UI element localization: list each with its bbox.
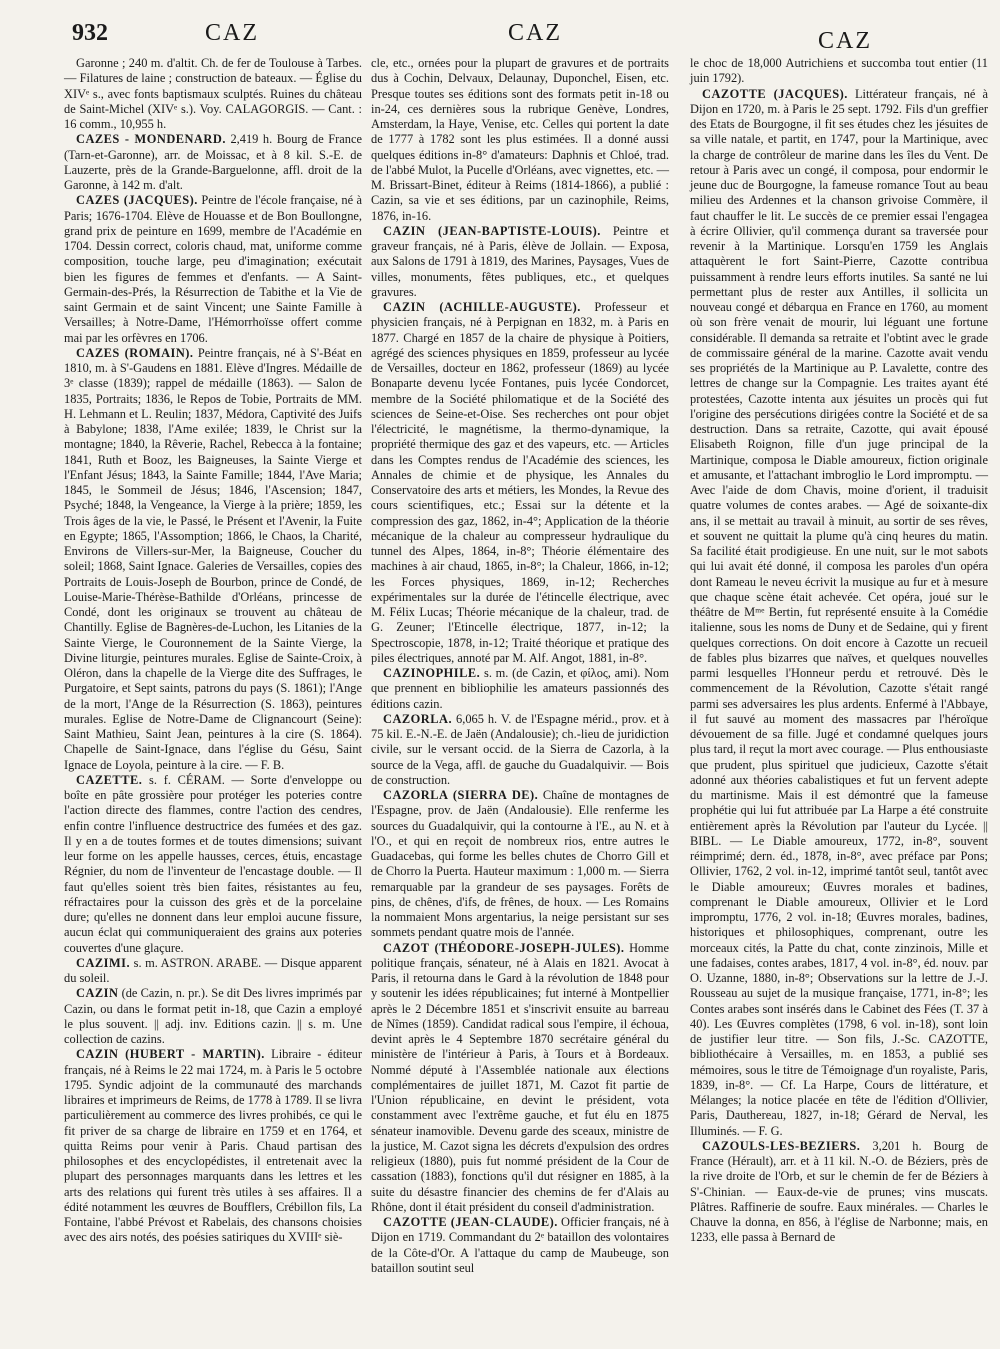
page-number: 932 [72,20,108,46]
entry-headword: CAZES (ROMAIN). [76,345,194,360]
entry-headword: CAZOT (THÉODORE-JOSEPH-JULES). [383,940,625,955]
dictionary-entry [64,346,362,773]
running-head-left: CAZ [205,20,259,46]
entry-text: Officier français, né à Dijon en 1719. Commandant du 2ᵉ bataillon des volontaires de la Côte-d'Or. A l'attaque du camp de Maubeuge, son bataillon soutint seul [371,1215,669,1275]
entry-text: Peintre français, né à S'-Béat en 1810, m. à S'-Gaudens en 1881. Elève d'Ingres. Médaille de 3ᵉ classe (1839); rappel de médaille (1863). — Salon de 1835, Portraits; 1836, le Repos de Tobie, Portraits de MM. H. Lehmann et L. Reulin; 1837, Médora, Captivité des Juifs à Babylone; 1838, l'Ame exilée; 1839, le Christ sur la montagne; 1840, la Rêverie, Rachel, Rebecca à la fontaine; 1841, Ruth et Booz, les Baigneuses, la Sainte Vierge et l'Enfant Jésus; 1843, la Sainte Famille; 1844, l'Ave Maria; 1845, le Sommeil de Jésus; 1846, l'Ascension; 1847, Psyché; 1848, la Vengeance, la Vierge à la prière; 1859, les Trois âges de la vie, le Passé, le Présent et l'Avenir, la Fuite en Egypte; 1865, l'Assomption; 1866, le Chaos, la Charité, Environs de Villers-sur-Mer, la Baigneuse, Coucher du soleil; 1868, Saint Ignace. Galeries de Versailles, copies des Portraits de Louis-Joseph de Bourbon, prince de Condé, de Louise-Marie-Thérèse-Bathilde d'Orléans, princesse de Condé, dont les originaux se trouvent au château de Chantilly. Eglise de Bagnères-de-Luchon, les Litanies de la Sainte Vierge, le Couronnement de la Sainte Vierge, la Divine liturgie, peintures murales. Eglise de Sainte-Croix, à Oléron, dans la chapelle de la Vierge dite des Suffrages, le Purgatoire, et Sept saints, patrons du pays (S. 1861); l'Ange de la mort, l'Ange de la Résurrection (S. 1863), peintures murales. Eglise de Notre-Dame de Clignancourt (Seine): Saint Mathieu, Saint Jean, peintures à la cire (S. 1864). Chapelle de Saint-Ignace, dans l'église du Gésu, Saint Ignace de Loyola, peinture à la cire. — F. B. [64,345,363,772]
entry-text: 2,419 h. Bourg de France (Tarn-et-Garonne), arr. de Moissac, et à 8 kil. S.-E. de Lauzerte, près de la Grande-Barguelonne, affl. droit de la Garonne, à 142 m. d'alt. [64,132,362,192]
entry-headword: CAZIMI. [76,955,131,970]
entry-headword: CAZIN (ACHILLE-AUGUSTE). [383,300,581,314]
dictionary-entry [371,224,669,300]
dictionary-entry [64,1047,362,1245]
entry-headword: CAZETTE. [76,772,143,787]
entry-headword: CAZORLA. [383,711,453,726]
entry-headword: CAZOTTE (JEAN-CLAUDE). [383,1215,558,1229]
entry-text: 6,065 h. V. de l'Espagne mérid., prov. et à 75 kil. E.-N.-E. de Jaën (Andalousie); ch.-lieu de juridiction civile, sur le versant occid. de la Sierra de Cazorla, à la source de la Vega, affl. de gauche du Guadalquivir. — Bois de construction. [371,711,669,787]
entry-text: Libraire - éditeur français, né à Reims le 22 mai 1724, m. à Paris le 5 octobre 1795. Syndic adjoint de la communauté des marchands libraires et imprimeurs de Reims, de 1778 à 1789. Il se livra particulièrement au commerce des livres prohibés, ce qui le fit priver de sa charge de libraire en 1759 et en 1764, et quitta Reims pour venir à Paris. Chaud partisan des philosophes et des encyclopédistes, il entretenait avec la plupart des personnages marquants dans les lettres et les arts des relations qui furent très utiles à ses affaires. Il a édité notamment les œuvres de Boufflers, Crébillon fils, La Fontaine, l'abbé Prévost et Rabelais, des chansons choisies avec des airs notés, des poésies satiriques du XVIIIᵉ siè- [64,1047,362,1245]
dictionary-entry [371,941,669,1216]
text-column-right [690,56,988,1246]
entry-headword: CAZIN [76,986,119,1001]
entry-text: le choc de 18,000 Autrichiens et succomba tout entier (11 juin 1792). [690,56,988,86]
text-column-middle [371,56,669,1276]
dictionary-entry [690,1139,988,1246]
entry-headword: CAZES - MONDENARD. [76,132,226,147]
entry-text: cle, etc., ornées pour la plupart de gravures et de portraits dus à Cochin, Delvaux, Delaunay, Duponchel, Eisen, etc. Presque toutes ses éditions sont des formats petit in-18 ou in-24, ces dernières sous la rubrique Genève, Londres, Amsterdam, la Haye, Venise, etc. Celles qui portent la date de 1777 à 1782 sont les plus estimées. Il a donné aussi quelques éditions in-8° d'amateurs: Daphnis et Chloé, trad. de l'abbé Mulot, la Pucelle d'Orléans, avec vignettes, etc. — M. Brissart-Binet, éditeur à Reims (1814-1866), a publié : Cazin, sa vie et ses éditions, par un cazinophile, Reims, 1876, in-16. [371,56,669,223]
entry-text: s. m. ASTRON. ARABE. — Disque apparent du soleil. [64,955,362,985]
dictionary-entry [371,56,669,224]
entry-headword: CAZOTTE (JACQUES). [702,86,848,101]
page-header [0,14,1000,54]
entry-text: s. f. CÉRAM. — Sorte d'enveloppe ou boîte en pâte grossière pour protéger les poteries contre l'action directe des flammes, contre l'action des cendres, enfin contre l'influence destructrice des fumées et des gaz. Il y en a de toutes formes et de toutes dimensions; suivant leur forme on les appelle hausses, cerces, étuis, encastage Régnier, du nom de l'inventeur de l'encastage double. — Il faut qu'elles soient très bien faites, résistantes au feu, réfractaires pour la cuisson des grès et de la porcelaine dure; qu'elles ne donnent dans leur emploi aucune fissure, aucun éclat qui communiqueraient des grains aux poteries couvertes d'une glaçure. [64,772,362,955]
entry-text: (de Cazin, n. pr.). Se dit Des livres imprimés par Cazin, ou dans le format petit in-18, que Cazin a employé le plus souvent. || adj. inv. Editions cazin. || s. m. Une collection de cazins. [64,986,362,1046]
entry-text: Littérateur français, né à Dijon en 1720, m. à Paris le 25 sept. 1792. Fils d'un greffier des Etats de Bourgogne, il fit ses études chez les jésuites de sa ville natale, et partit, en 1747, pour la Martinique, avec la charge de contrôleur de marine dans les îles du Vent. De retour à Paris avec un congé, il composa, pour endormir le jeune duc de Bourgogne, la fameuse romance Tout au beau milieu des Ardennes et la chanson grivoise Commère, il faut chauffer le lit. Le succès de ce premier essai l'engagea à écrire Ollivier, qu'il commença durant sa traversée pour revenir à la Martinique. Lorsqu'en 1759 les Anglais attaquèrent le fort Saint-Pierre, Cazotte contribua puissamment à rendre leurs efforts inutiles. Sa santé ne lui permettant plus de rester aux Antilles, il sollicita un nouveau congé et débarqua en France en 1760, au moment où son frère venait de mourir, lui léguant une fortune considérable. Il demanda sa retraite et l'obtint avec le grade de commissaire général de la marine. Cazotte avait vendu ses propriétés de la Martinique au P. Lavalette, contre des lettres de change sur la Compagnie. Les traites ayant été protestées, Cazotte intenta aux jésuites un procès qui fut l'origine des persécutions dirigées contre la Société et de sa destruction. Dans sa retraite, Cazotte, qui avait épousé Elisabeth Roignon, fille d'un juge principal de la Martinique, composa le Diable amoureux, fiction originale et amusante, et l'attachant imbroglio le Lord impromptu. — Avec l'aide de dom Chavis, moine d'orient, il traduisit quatre volumes de contes arabes. — Agé de soixante-dix ans, il se mettait au travail à minuit, au sortir de ses rêves, et souvent ne quittait la plume qu'à cinq heures du matin. Sa facilité était prodigieuse. En une nuit, sur le mot sabots qui lui avait été donné, il composa les paroles d'un opéra dont Rameau le neveu écrivit la musique au fur et à mesure que chaque scène était achevée. Cet opéra, joué sur le théâtre de Mᵐᵉ Bertin, fut représenté ensuite à la Comédie italienne, sous les noms de Duny et de Sedaine, qui y firent quelques corrections. On doit encore à Cazotte un recueil de fables plus bizarres que naïves, et quelques nouvelles parmi lesquelles l'Honneur perdu et retrouvé. Dès le commencement de la Révolution, Cazotte s'était rangé parmi ses adversaires les plus ardents. Enfermé à l'Abbaye, il fut sauvé au moment des massacres par l'héroïque dévouement de sa fille. Jugé et condamné quelques jours plus tard, il reçut la mort avec courage. — Plus enthousiaste que prudent, plus spirituel que judicieux, Cazotte s'était adonné aux théories cabalistiques et fut un fervent adepte du martinisme. Mais il est démontré que la fameuse prophétie qui lui fut attribuée par La Harpe a été construite entièrement après la Révolution par l'auteur du Lycée. || BIBL. — Le Diable amoureux, 1772, in-8°, souvent réimprimé; dern. éd., 1878, in-8°, avec préface par Pons; Ollivier, 1762, 2 vol. in-12, imprimé tantôt seul, tantôt avec le Diable amoureux; Œuvres morales et badines, comprenant le Diable amoureux, Ollivier et le Lord impromptu, 1776, 2 vol. in-18; Œuvres morales, badines, historiques et philosophiques, comprenant, outre les morceaux cités, la Patte du chat, conte zinzinois, Mille et une fadaises, contes arabes, 1817, 4 vol. in-8°, éd. nouv. par O. Uzanne, 1880, in-8°; Observations sur la lettre de J.-J. Rousseau au sujet de la musique française, 1771, in-8°; les Contes arabes sont insérés dans le Cabinet des Fées (T. 37 à 40). Les Œuvres complètes (1798, 6 vol. in-18), sont loin de justifier leur titre. — Son fils, J.-Sc. CAZOTTE, bibliothécaire à Versailles, m. en 1853, a publié ses mémoires, sous le titre de Témoignage d'un royaliste, Paris, 1839, in-8°. — Cf. La Harpe, Cours de littérature, et Mélanges; la notice placée en tête de l'édition d'Ollivier, Paris, Dauthereau, 1827, in-18; Gérard de Nerval, les Illuminés. — F. G. [690,86,989,1138]
entry-text: Professeur et physicien français, né à Perpignan en 1832, m. à Paris en 1877. Chargé en 1857 de la chaire de physique à Poitiers, agrégé des sciences physiques en 1859, professeur au lycée de Versailles, docteur en 1862, professeur (1869) au lycée Bonaparte devenu lycée Fontanes, puis lycée Condorcet, membre de la Société philomatique et de la Société des sciences de Seine-et-Oise. Ses recherches ont pour objet l'électricité, le magnétisme, la thermo-dynamique, la propriété thermique des gaz et des vapeurs, etc. — Articles dans les Comptes rendus de l'Académie des sciences, les Annales de chimie et de physique, les Annales du Conservatoire des arts et métiers, les Mondes, la Revue des cours scientifiques, etc.; Essai sur la détente et la compression des gaz, 1862, in-4°; Application de la théorie mécanique de la chaleur au compresseur hydraulique du tunnel des Alpes, 1864, in-8°; Théorie élémentaire des machines à air chaud, 1865, in-8°; la Chaleur, 1866, in-12; les Forces physiques, 1869, in-12; Recherches expérimentales sur la durée de l'étincelle électrique, avec M. Félix Lucas; Théorie mécanique de la chaleur, trad. de G. Zeuner; l'Etincelle électrique, 1877, in-12; la Spectroscopie, 1878, in-12; Traité théorique et pratique des piles électriques, annoté par M. Alf. Angot, 1881, in-8°. [371,300,669,665]
entry-text: Peintre de l'école française, né à Paris; 1676-1704. Elève de Houasse et de Bon Boullongne, grand prix de peinture en 1699, membre de l'Académie en 1704. Dessin correct, coloris chaud, mat, uniforme comme composition, touche large, peu d'imagination; exécutait bien les figures de femmes et d'enfants. — A Saint-Germain-des-Prés, la Résurrection de Tabithe et la Vie de saint Germain et de saint Vincent; une Sainte Famille à Versailles; à Notre-Dame, l'Hémorrhoïsse offert comme mai par les orfèvres en 1706. [64,193,362,345]
dictionary-entry [64,132,362,193]
entry-text: Peintre et graveur français, né à Paris, élève de Jollain. — Exposa, aux Salons de 1791 à 1819, des Marines, Paysages, Vues de villes, monuments, fêtes publiques, etc., et quelques gravures. [371,223,669,299]
dictionary-entry [690,87,988,1139]
entry-text: s. m. (de Cazin, et φίλος, ami). Nom que prennent en bibliophilie les amateurs passionnés des éditions cazin. [371,666,669,711]
dictionary-entry [64,986,362,1047]
dictionary-entry [371,788,669,941]
entry-text: 3,201 h. Bourg de France (Hérault), arr. et à 11 kil. N.-O. de Béziers, près de la rive droite de l'Orb, et sur le chemin de fer de Béziers à S'-Chinian. — Eaux-de-vie de prunes; vins muscats. Plâtres. Raffinerie de soufre. Eaux minérales. — Charles le Chauve la donna, en 856, à l'église de Narbonne; mais, en 1233, elle passa à Bernard de [690,1138,988,1245]
entry-text: Chaîne de montagnes de l'Espagne, prov. de Jaën (Andalousie). Elle renferme les sources du Guadalquivir, qui la contourne à l'E., au N. et à l'O., et qui en reçoit de nombreux rios, entre autres le Guadacebas, qui forme les belles chutes de Chorro Gill et de Chorro la Puerta. Hauteur maximum : 1,000 m. — Sierra remarquable par la grandeur de ses paysages. Forêts de pins, de chênes, d'ifs, de frênes, de houx. — Les Romains la nommaient Mons argentarius, la neige persistant sur ses sommets pendant quatre mois de l'année. [371,788,670,940]
entry-headword: CAZIN (JEAN-BAPTISTE-LOUIS). [383,223,601,238]
dictionary-entry [371,712,669,788]
entry-headword: CAZORLA (SIERRA DE). [383,788,539,802]
dictionary-entry [64,956,362,987]
dictionary-entry [64,193,362,346]
entry-headword: CAZES (JACQUES). [76,193,198,208]
entry-text: Homme politique français, sénateur, né à Alais en 1821. Avocat à Paris, il retourna dans le Gard à la révolution de 1848 pour y soutenir les idées républicaines; fut interné à Montpellier après le 2 Décembre 1851 et s'inscrivit ensuite au barreau de Nîmes (1859). Candidat radical sous l'empire, il échoua, devint après le 4 Septembre 1870 secrétaire général du ministère de l'intérieur à Paris, à Tours et à Bordeaux. Nommé député à l'Assemblée nationale aux élections complémentaires de juillet 1871, M. Cazot fit partie de l'Union républicaine, en devint le président, vota constamment avec l'extrême gauche, et fut élu en 1875 sénateur inamovible. Devenu garde des sceaux, ministre de la justice, M. Cazot signa les décrets d'expulsion des ordres religieux (1880), puis fut nommé président de la Cour de cassation (1883), fonctions qu'il dut résigner en 1885, à la suite du désastre financier des chemins de fer d'Alais au Rhône, dont il était président du conseil d'administration. [371,940,669,1214]
entry-headword: CAZOULS-LES-BEZIERS. [702,1138,861,1153]
text-column-left [64,56,362,1246]
dictionary-entry [371,1215,669,1276]
entry-text: Garonne ; 240 m. d'altit. Ch. de fer de Toulouse à Tarbes. — Filatures de laine ; construction de bateaux. — Église du XIVᵉ s., avec fonts baptismaux sculptés. Ruines du château de Saint-Michel (XIVᵉ s.). Voy. CALAGORGIS. — Cant. : 16 comm., 10,955 h. [64,56,362,131]
running-head-right: CAZ [818,28,872,54]
dictionary-entry [371,666,669,712]
dictionary-entry [64,56,362,132]
running-head-center: CAZ [508,20,562,46]
dictionary-entry [690,56,988,87]
dictionary-entry [371,300,669,666]
entry-headword: CAZINOPHILE. [383,666,481,680]
dictionary-entry [64,773,362,956]
entry-headword: CAZIN (HUBERT - MARTIN). [76,1047,265,1062]
